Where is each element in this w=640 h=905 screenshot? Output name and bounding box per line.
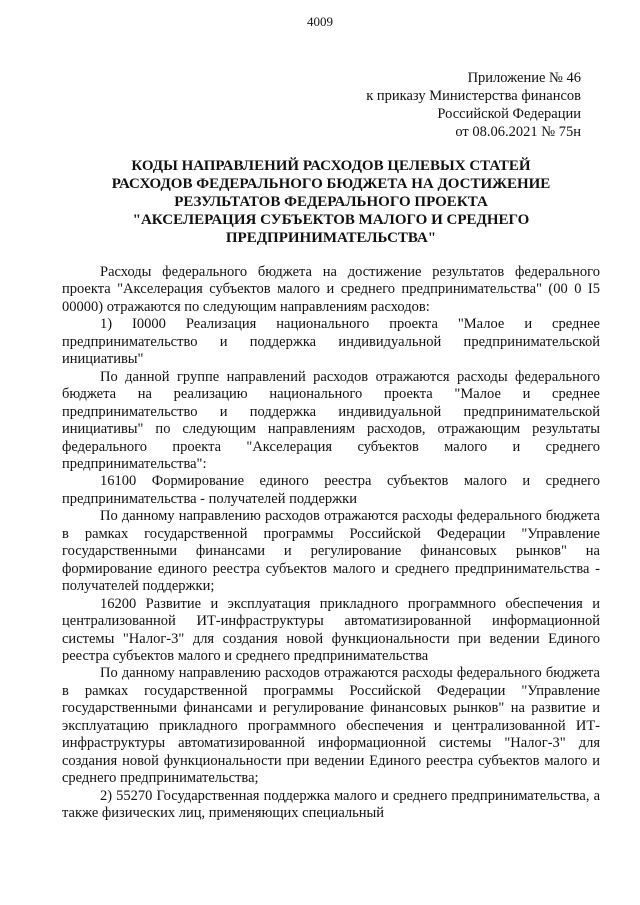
title-line: "АКСЕЛЕРАЦИЯ СУБЪЕКТОВ МАЛОГО И СРЕДНЕГО — [132, 212, 530, 228]
appendix-line: от 08.06.2021 № 75н — [455, 124, 581, 140]
title-line: РЕЗУЛЬТАТОВ ФЕДЕРАЛЬНОГО ПРОЕКТА — [174, 194, 488, 210]
body-paragraph: По данному направлению расходов отражаются расходы федерального бюджета в рамках государственной программы Российской Федерации "Управление государственными финансами и регулирование финансовых рынков" на формирование единого реестра субъектов малого и среднего предпринимательства - получателей поддержки; — [62, 508, 600, 595]
document-body — [62, 264, 600, 823]
body-paragraph: 16100 Формирование единого реестра субъектов малого и среднего предпринимательства - получателей поддержки — [62, 473, 600, 507]
body-paragraph: Расходы федерального бюджета на достижение результатов федерального проекта "Акселерация субъектов малого и среднего предпринимательства" (00 0 I5 00000) отражаются по следующим направлениям расходов: — [62, 264, 600, 315]
title-line: ПРЕДПРИНИМАТЕЛЬСТВА" — [225, 230, 437, 246]
title-line: КОДЫ НАПРАВЛЕНИЙ РАСХОДОВ ЦЕЛЕВЫХ СТАТЕЙ — [131, 158, 531, 174]
title-line: РАСХОДОВ ФЕДЕРАЛЬНОГО БЮДЖЕТА НА ДОСТИЖЕНИЕ — [111, 176, 551, 192]
body-paragraph: По данному направлению расходов отражаются расходы федерального бюджета в рамках государственной программы Российской Федерации "Управление государственными финансами и регулирование финансовых рынков" на развитие и эксплуатацию прикладного программного обеспечения и централизованной ИТ-инфраструктуры автоматизированной информационной системы "Налог-3" для создания новой функциональности при ведении Единого реестра субъектов малого и среднего предпринимательства; — [62, 665, 600, 787]
page-number: 4009 — [307, 14, 333, 29]
appendix-reference — [366, 69, 581, 141]
appendix-line: к приказу Министерства финансов — [366, 88, 581, 104]
appendix-line: Приложение № 46 — [467, 70, 581, 86]
body-paragraph: По данной группе направлений расходов отражаются расходы федерального бюджета на реализацию национального проекта "Малое и среднее предпринимательство и поддержка индивидуальной предпринимательской инициативы" по следующим направлениям расходов, отражающим результаты федерального проекта "Акселерация субъектов малого и среднего предпринимательства": — [62, 368, 600, 472]
appendix-line: Российской Федерации — [437, 106, 581, 122]
document-title — [62, 157, 600, 247]
body-paragraph: 16200 Развитие и эксплуатация прикладного программного обеспечения и централизованной ИТ-инфраструктуры автоматизированной информационной системы "Налог-3" для создания новой функциональности при ведении Единого реестра субъектов малого и среднего предпринимательства — [62, 595, 600, 664]
body-paragraph: 1) I0000 Реализация национального проекта "Малое и среднее предпринимательство и поддержка индивидуальной предпринимательской инициативы" — [62, 316, 600, 368]
body-paragraph: 2) 55270 Государственная поддержка малого и среднего предпринимательства, а также физических лиц, применяющих специальный — [62, 787, 600, 822]
